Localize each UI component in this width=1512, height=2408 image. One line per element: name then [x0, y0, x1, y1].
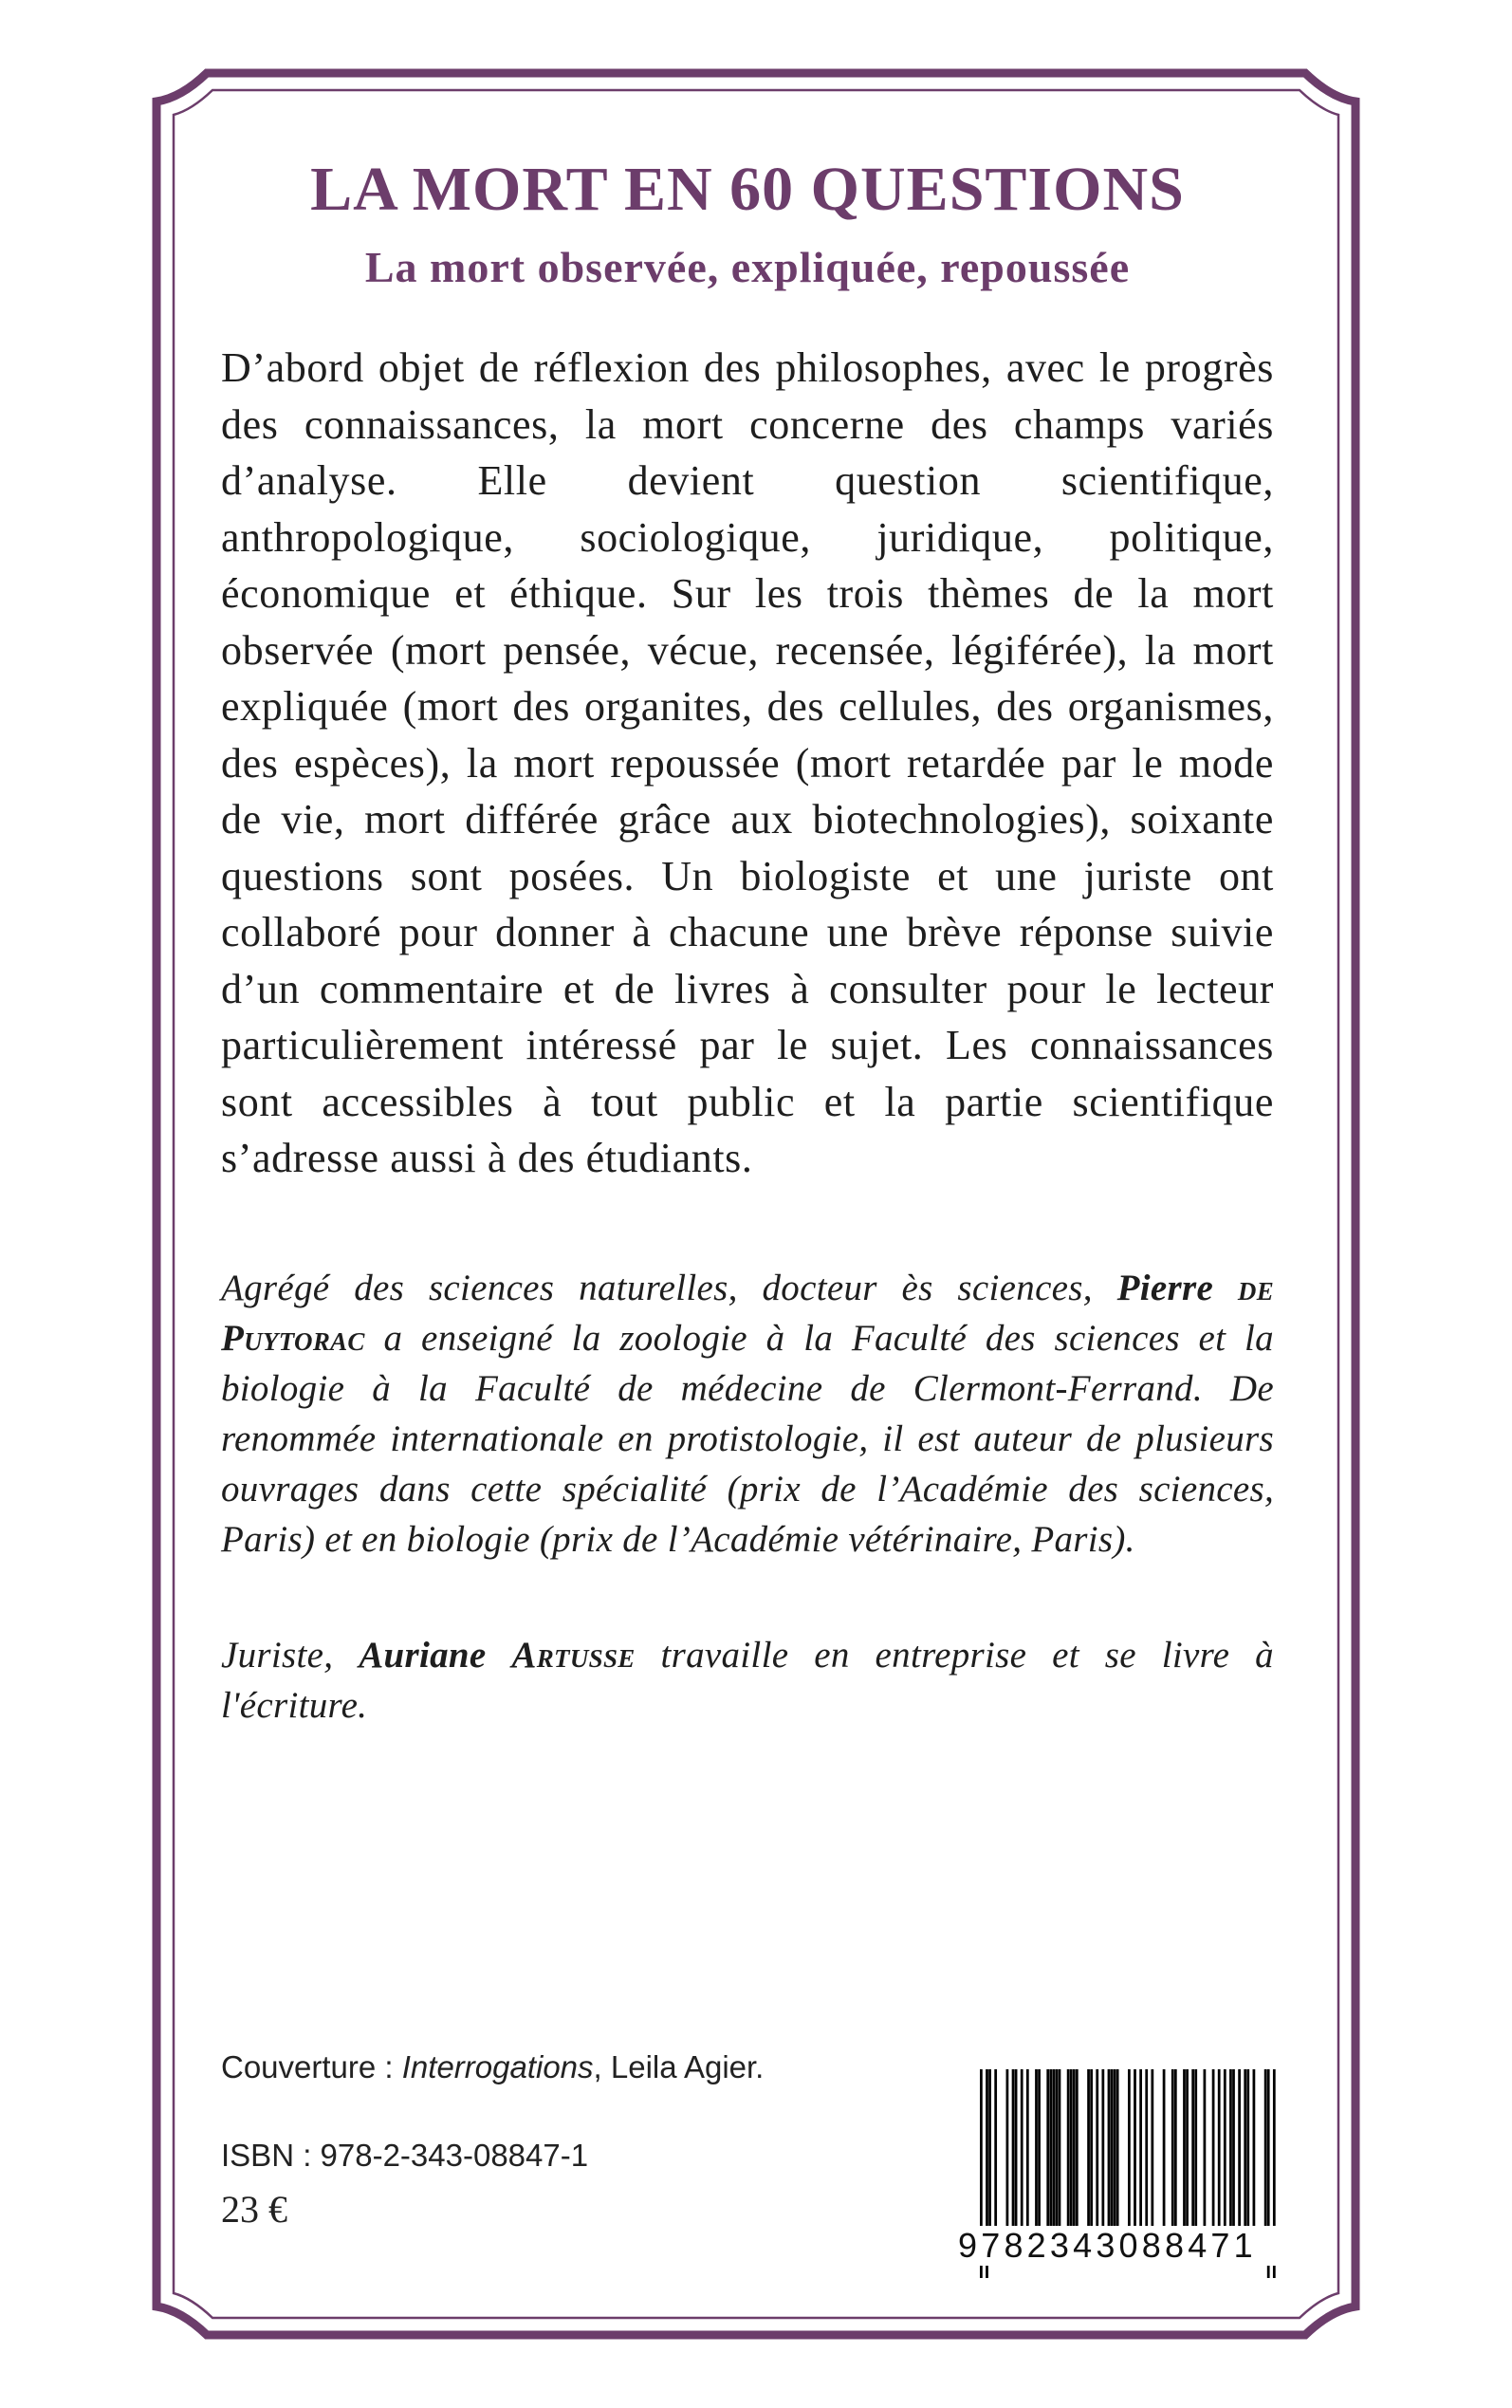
barcode-bar	[1070, 2069, 1073, 2231]
barcode-bar	[1204, 2069, 1207, 2231]
barcode-bar	[1229, 2069, 1232, 2231]
barcode-bar	[1049, 2069, 1052, 2231]
book-blurb: D’abord objet de réflexion des philosophes, avec le progrès des connaissances, la mort concerne des champs variés d’analyse. Elle devient question scientifique, anthropologique, sociologique, juridique, politique, économique et éthique. Sur les trois thèmes de la mort observée (mort pensée, vécue, recensée, légiférée), la mort expliquée (mort des organites, des cellules, des organismes, des espèces), la mort repoussée (mort retardée par le mode de vie, mort différée grâce aux biotechnologies), soixante questions sont posées. Un biologiste et une juriste ont collaboré pour donner à chacune une brève réponse suivie d’un commentaire et de livres à consulter pour le lecteur particulièrement intéressé par le sujet. Les connaissances sont accessibles à tout public et la partie scientifique s’adresse aussi à des étudiants.	[221, 344, 1274, 1181]
isbn: ISBN : 978-2-343-08847-1	[221, 2138, 589, 2173]
author2-last-name: Artusse	[511, 1634, 636, 1676]
barcode-bar	[1183, 2069, 1186, 2231]
barcode-bar	[1108, 2069, 1111, 2231]
barcode-bar	[1174, 2069, 1177, 2231]
cover-credit	[221, 2049, 764, 2085]
author2-intro: Juriste,	[221, 1634, 360, 1676]
barcode-bar	[1046, 2069, 1049, 2231]
author1-last-name: de Puytorac	[221, 1267, 1274, 1359]
barcode-bar	[1244, 2069, 1246, 2231]
barcode-bar	[1238, 2069, 1241, 2231]
barcode-bar	[1145, 2069, 1148, 2231]
barcode-bar	[1114, 2069, 1116, 2231]
barcode-bar	[1186, 2069, 1189, 2231]
author-bio-1	[221, 1263, 1274, 1565]
barcode-bar	[1006, 2069, 1009, 2231]
author1-text: a enseigné la zoologie à la Faculté des sciences et la biologie à la Faculté de médecine de Clermont-Ferrand. De renommée internationale en protistologie, il est auteur de plusieurs ouvrages dans cette spécialité (prix de l’Académie des sciences, Paris) et en biologie (prix de l’Académie vétérinaire, Paris).	[221, 1317, 1274, 1560]
cover-credit-artist: , Leila Agier.	[593, 2049, 765, 2084]
author2-text: travaille en entreprise et se livre à l'écriture.	[221, 1634, 1274, 1726]
barcode-bar	[1191, 2069, 1194, 2231]
barcode-bar	[1021, 2069, 1023, 2231]
barcode-bar	[1246, 2069, 1249, 2231]
barcode-bar	[994, 2069, 997, 2231]
barcode-bar	[1111, 2069, 1114, 2231]
back-cover-content	[221, 152, 1274, 1731]
price: 23 €	[221, 2188, 287, 2231]
book-title: LA MORT EN 60 QUESTIONS	[310, 155, 1185, 224]
barcode-digits: 9782343088471	[958, 2226, 1285, 2266]
barcode-bar	[1218, 2069, 1221, 2231]
barcode-bar	[1056, 2069, 1059, 2231]
barcode-bar	[1232, 2069, 1235, 2231]
barcode-bar	[1073, 2069, 1076, 2231]
barcode-bar	[1038, 2069, 1041, 2231]
barcode-bar	[1015, 2069, 1018, 2231]
barcode-bar	[1052, 2069, 1055, 2231]
author1-first-name: Pierre	[1116, 1267, 1238, 1308]
barcode-bar	[1026, 2069, 1029, 2231]
barcode-bar	[1224, 2069, 1226, 2231]
barcode-bar	[1087, 2069, 1090, 2231]
barcode-bar	[1035, 2069, 1038, 2231]
author1-intro: Agrégé des sciences naturelles, docteur ès sciences,	[221, 1267, 1117, 1308]
barcode-bar	[1012, 2069, 1015, 2231]
barcode-bar	[1116, 2069, 1119, 2231]
barcode-bar	[1067, 2069, 1070, 2231]
barcode-bar	[1090, 2069, 1093, 2231]
barcode-bar	[1253, 2069, 1256, 2231]
barcode-bar	[1171, 2069, 1174, 2231]
book-subtitle: La mort observée, expliquée, repoussée	[364, 243, 1131, 291]
barcode-bar	[1151, 2069, 1153, 2231]
barcode-bar	[1194, 2069, 1197, 2231]
barcode-bar	[988, 2069, 991, 2231]
barcode-bar	[1139, 2069, 1142, 2231]
barcode-bar	[1264, 2069, 1267, 2231]
author2-first-name: Auriane	[359, 1634, 512, 1676]
cover-credit-work: Interrogations	[401, 2049, 594, 2084]
cover-credit-label: Couverture :	[221, 2049, 402, 2084]
barcode-bar	[1101, 2069, 1104, 2231]
author-bio-2	[221, 1630, 1274, 1731]
barcode-bar	[1163, 2069, 1166, 2231]
barcode-bar	[1134, 2069, 1136, 2231]
barcode-bar	[1096, 2069, 1098, 2231]
barcode-bar	[1212, 2069, 1215, 2231]
barcode-bar	[1128, 2069, 1131, 2231]
barcode-bar	[1076, 2069, 1079, 2231]
barcode-bar	[1059, 2069, 1061, 2231]
